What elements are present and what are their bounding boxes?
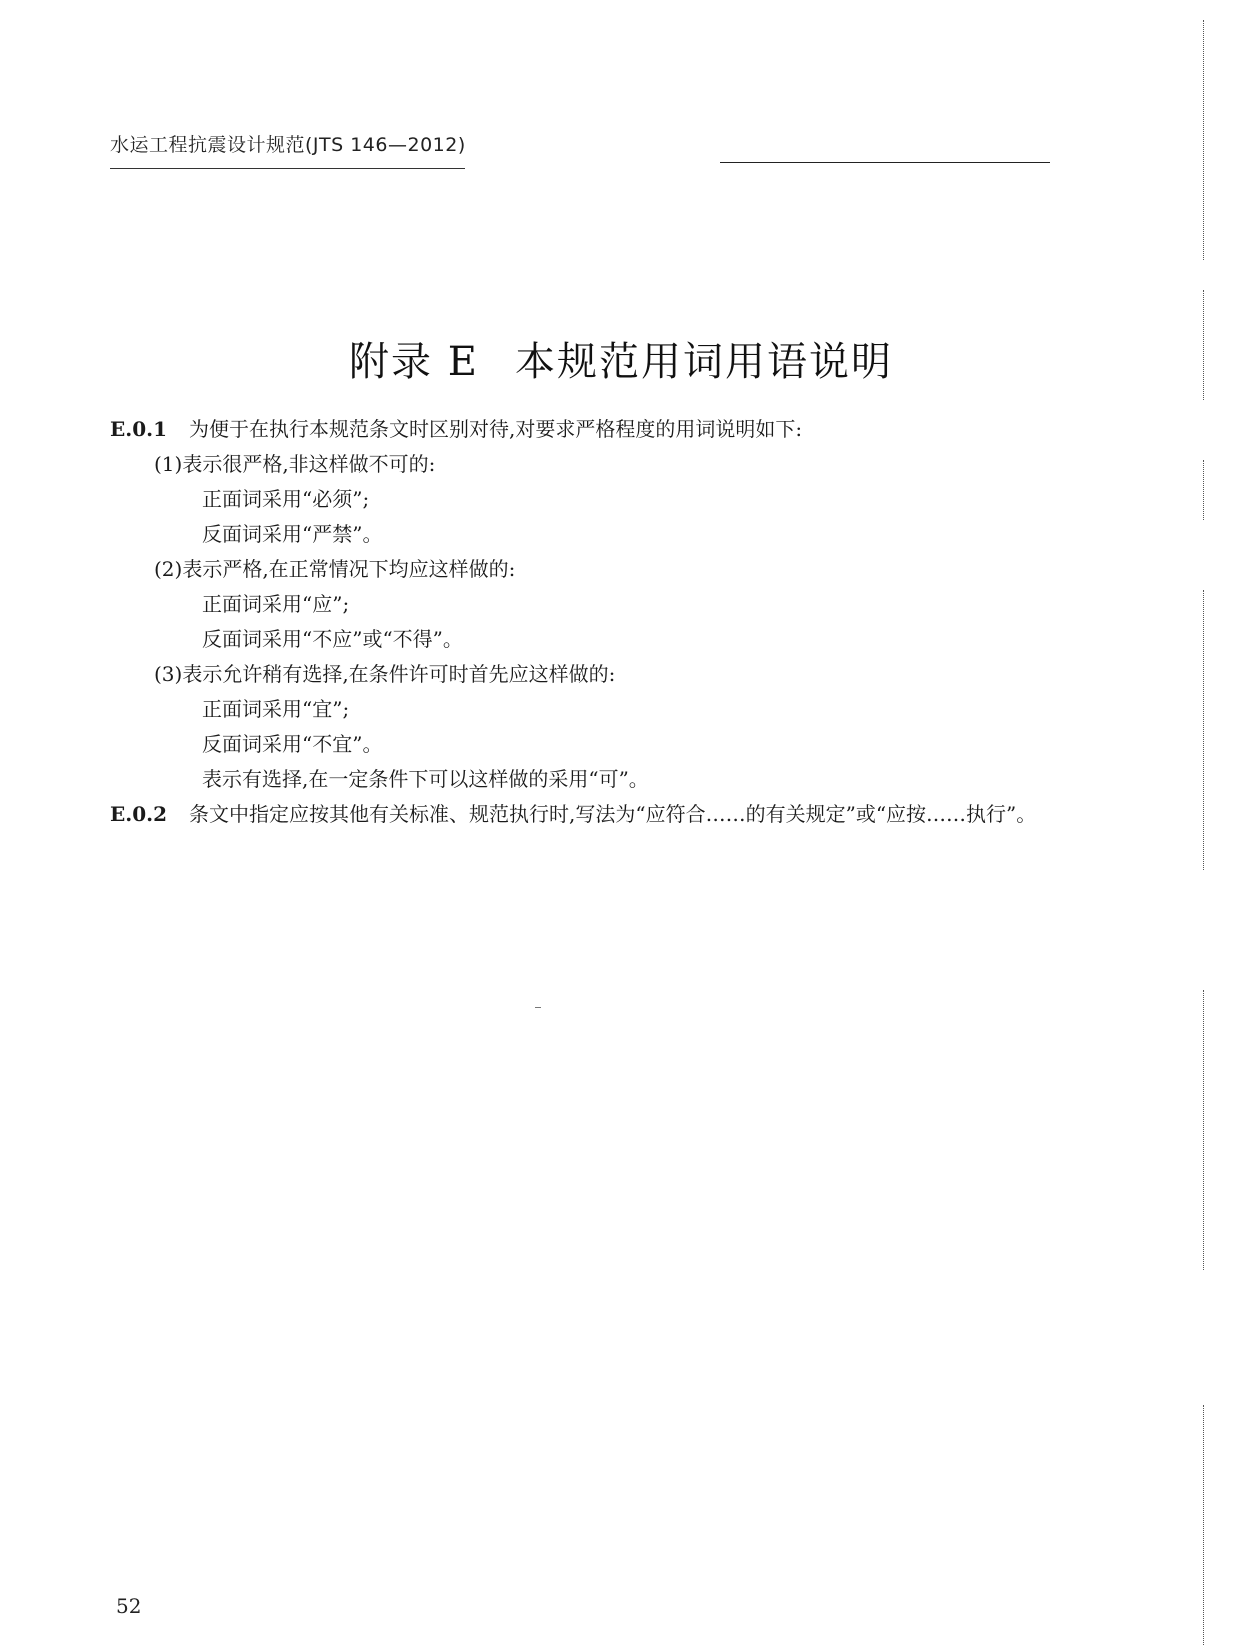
list-subitem: 表示有选择,在一定条件下可以这样做的采用“可”。 [202, 767, 649, 791]
list-subitem: 反面词采用“严禁”。 [202, 522, 383, 546]
list-subitem: 反面词采用“不宜”。 [202, 732, 383, 756]
appendix-heading: 本规范用词用语说明 [514, 339, 893, 385]
scan-edge-mark [1203, 990, 1204, 1270]
clause-e02 [110, 797, 1060, 832]
running-header: 水运工程抗震设计规范(JTS 146—2012) [110, 134, 466, 156]
list-subitem: 正面词采用“应”; [202, 592, 350, 616]
scan-edge-mark [1203, 460, 1204, 520]
scan-edge-mark [1203, 590, 1204, 870]
clause-text: 条文中指定应按其他有关标准、规范执行时,写法为“应符合……的有关规定”或“应按……执行”。 [189, 802, 1037, 826]
scan-edge-mark [1203, 1405, 1204, 1645]
clause-number: E.0.1 [110, 417, 168, 441]
appendix-body [110, 412, 1060, 832]
clause-number: E.0.2 [110, 802, 168, 826]
clause-text: 为便于在执行本规范条文时区别对待,对要求严格程度的用词说明如下: [189, 417, 803, 441]
scan-edge-mark [1203, 20, 1204, 260]
header-rule [110, 168, 465, 169]
list-item: (3)表示允许稍有选择,在条件许可时首先应这样做的: [154, 662, 616, 686]
scan-speck [535, 1007, 541, 1008]
list-subitem: 正面词采用“必须”; [202, 487, 370, 511]
appendix-title [0, 330, 1242, 387]
list-item: (1)表示很严格,非这样做不可的: [154, 452, 436, 476]
list-subitem: 正面词采用“宜”; [202, 697, 350, 721]
list-subitem: 反面词采用“不应”或“不得”。 [202, 627, 463, 651]
header-rule [720, 162, 1050, 163]
list-item: (2)表示严格,在正常情况下均应这样做的: [154, 557, 516, 581]
page-number: 52 [116, 1594, 142, 1618]
clause-e01 [110, 412, 1060, 447]
appendix-label: 附录 E [349, 339, 479, 385]
scan-edge-mark [1203, 290, 1204, 400]
